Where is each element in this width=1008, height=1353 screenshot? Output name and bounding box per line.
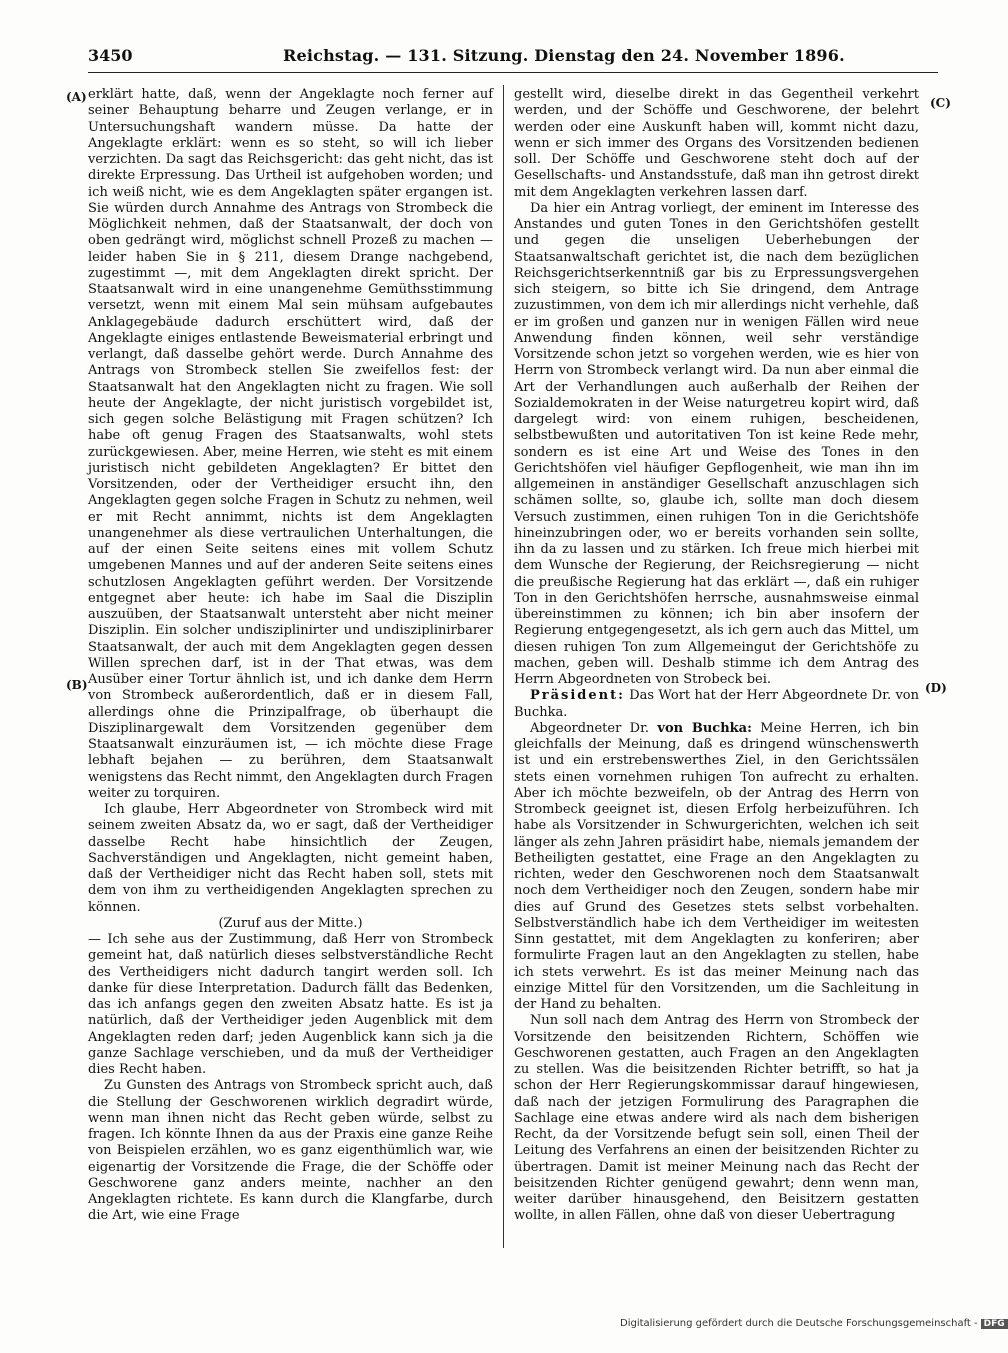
speaker-paragraph bbox=[514, 688, 919, 721]
margin-mark-b: (B) bbox=[66, 678, 88, 692]
footer-text: Digitalisierung gefördert durch die Deutsche Forschungsgemeinschaft - bbox=[620, 1318, 978, 1329]
paragraph: — Ich sehe aus der Zustimmung, daß Herr von Strombeck gemeint hat, daß natürlich dieses selbstverständliche Recht des Vertheidigers nicht dadurch tangirt werden soll. Ich danke für diese Interpretation. Dadurch fällt das Bedenken, das ich anfangs gegen den zweiten Absatz hatte. Es ist ja natürlich, daß der Vertheidiger jeden Augenblick mit dem Angeklagten reden darf; jeden Augenblick kann sich ja die ganze Sachlage verschieben, und da muß der Vertheidiger dies Recht haben. bbox=[88, 932, 493, 1077]
running-title: Reichstag. — 131. Sitzung. Dienstag den 24. November 1896. bbox=[283, 46, 845, 65]
header-rule bbox=[88, 72, 938, 73]
paragraph: erklärt hatte, daß, wenn der Angeklagte noch ferner auf seiner Behauptung beharre und Zeugen verlange, er in Untersuchungshaft wandern müsse. Da hatte der Angeklagte erklärt: wenn es so steht, so will ich lieber verzichten. Da sagt das Reichsgericht: das geht nicht, das ist direkte Erpressung. Das Urtheil ist aufgehoben worden; und ich weiß nicht, wie es dem Angeklagten später ergangen ist. Sie würden durch Annahme des Antrags von Strombeck die Möglichkeit nehmen, daß der Staatsanwalt, der doch von oben gedrängt wird, möglichst schnell Prozeß zu machen — leider haben Sie in § 211, diesem Drange nachgebend, zugestimmt —, mit dem Angeklagten direkt spricht. Der Staatsanwalt wird in eine unangenehme Gemüthsstimmung versetzt, wenn mit einem Mal sein mühsam aufgebautes Anklagegebäude dadurch erschüttert wird, daß der Angeklagte einiges entlastende Beweismaterial erbringt und verlangt, daß dasselbe gehört werde. Durch Annahme des Antrags von Strombeck stellen Sie zweifellos fest: der Staatsanwalt hat den Angeklagten nicht zu fragen. Wie soll heute der Angeklagte, der nicht juristisch vorgebildet ist, sich gegen solche Belästigung mit Fragen schützen? Ich habe oft genug Fragen des Staatsanwalts, wohl stets zurückgewiesen. Aber, meine Herren, wie steht es mit einem juristisch nicht gebildeten Angeklagten? Er bittet den Vorsitzenden, oder der Vertheidiger ersucht ihn, den Angeklagten gegen solche Fragen in Schutz zu nehmen, weil er mit Recht annimmt, nichts ist dem Angeklagten unangenehmer als diese vertraulichen Unterhaltungen, die auf der einen Seite seitens eines mit vollem Schutz umgebenen Mannes und auf der anderen Seite seitens eines schutzlosen Angeklagten geführt werden. Der Vorsitzende entgegnet aber heute: ich habe im Saal die Disziplin auszuüben, der Staatsanwalt untersteht aber nicht meiner Disziplin. Ein solcher undisziplinirter und undisziplinirbarer Staatsanwalt, der auch mit dem Angeklagten gegen dessen Willen sprechen darf, ist in der That etwas, was dem Ausüber einer Tortur ähnlich ist, und ich danke dem Herrn von Strombeck außerordentlich, daß er in diesem Fall, allerdings ohne die Prinzipalfrage, ob überhaupt die Disziplinargewalt dem Vorsitzenden gegenüber dem Staatsanwalt einzuräumen ist, — ich möchte diese Frage lebhaft bejahen — zu berühren, dem Staatsanwalt wenigstens das Recht nimmt, den Angeklagten durch Fragen weiter zu torquiren. bbox=[88, 87, 493, 801]
speaker-intro: Abgeordneter Dr. bbox=[530, 720, 650, 736]
margin-mark-c: (C) bbox=[930, 96, 951, 110]
page-number: 3450 bbox=[88, 46, 133, 65]
running-header bbox=[88, 46, 938, 68]
speaker-text: Meine Herren, ich bin gleichfalls der Meinung, daß es dringend wünschenswerth ist und ein erstrebenswerthes Ziel, in den Gerichtssälen stets einen vornehmen ruhigen Ton aufrecht zu erhalten. Aber ich möchte bezweifeln, ob der Antrag des Herrn von Strombeck geeignet ist, diesen Erfolg herbeizuführen. Ich habe als Vorsitzender in Schwurgerichten, welchen ich seit länger als zehn Jahren präsidirt habe, niemals jemandem der Betheiligten gestattet, eine Frage an den Angeklagten zu richten, weder den Geschworenen noch dem Staatsanwalt noch dem Vertheidiger noch den Zeugen, sondern habe mir dies auf Grund des Gesetzes stets selbst vorbehalten. Selbstverständlich habe ich dem Vertheidiger im weitesten Sinn gestattet, mit dem Angeklagten zu konferiren; aber formulirte Fragen laut an den Angeklagten zu stellen, habe ich stets verwehrt. Es ist das meiner Meinung nach das einzige Mittel für den Vorsitzenden, um die Sachleitung in der Hand zu behalten. bbox=[514, 720, 919, 1012]
speaker-text: Das Wort hat der Herr Abgeordnete Dr. von Buchka. bbox=[514, 688, 919, 720]
margin-mark-d: (D) bbox=[925, 681, 947, 695]
speaker-paragraph bbox=[514, 721, 919, 1014]
margin-mark-a: (A) bbox=[66, 90, 87, 104]
interjection: (Zuruf aus der Mitte.) bbox=[218, 915, 363, 931]
paragraph: Nun soll nach dem Antrag des Herrn von Strombeck der Vorsitzende den beisitzenden Richtern, Schöffen wie Geschworenen gestatten, auch Fragen an den Angeklagten zu stellen. Was die beisitzenden Richter betrifft, so hat ja schon der Herr Regierungskommissar darauf hingewiesen, daß nach der jetzigen Formulirung des Paragraphen die Sachlage eine etwas andere wird als nach dem bisherigen Recht, da der Vorsitzende befugt sein soll, einen Theil der Leitung des Verfahrens an einen der beisitzenden Richter zu übertragen. Damit ist meiner Meinung nach das Recht der beisitzenden Richter genügend gewahrt; denn wenn man, weiter darüber hinausgehend, den Beisitzern gestatten wollte, in allen Fällen, ohne daß von dieser Uebertragung bbox=[514, 1013, 919, 1224]
footer-credit bbox=[620, 1318, 1008, 1329]
right-column bbox=[514, 87, 919, 1225]
speaker-name: Präsident: bbox=[530, 688, 625, 704]
speaker-name: von Buchka: bbox=[657, 720, 752, 736]
dfg-logo: DFG bbox=[981, 1319, 1008, 1329]
paragraph: Ich glaube, Herr Abgeordneter von Strombeck wird mit seinem zweiten Absatz da, wo er sagt, daß der Vertheidiger dasselbe Recht habe hinsichtlich der Zeugen, Sachverständigen und Angeklagten, nicht gemeint haben, daß der Vertheidiger nicht das Recht haben soll, stets mit dem von ihm zu vertheidigenden Angeklagten sprechen zu können. bbox=[88, 802, 493, 915]
paragraph: Zu Gunsten des Antrags von Strombeck spricht auch, daß die Stellung der Geschworenen wirklich degradirt würde, wenn man ihnen nicht das Recht geben würde, selbst zu fragen. Ich könnte Ihnen da aus der Praxis eine ganze Reihe von Beispielen erzählen, wo es ganz eigenthümlich war, wie eigenartig der Vorsitzende die Frage, die der Schöffe oder Geschworene ganz anders meinte, nachher an den Angeklagten richtete. Es kann durch die Klangfarbe, durch die Art, wie eine Frage bbox=[88, 1078, 493, 1224]
column-divider bbox=[503, 85, 504, 1248]
paragraph: Da hier ein Antrag vorliegt, der eminent im Interesse des Anstandes und guten Tones in den Gerichtshöfen gestellt und gegen die unseligen Ueberhebungen der Staatsanwaltschaft gerichtet ist, die nach dem bezüglichen Reichsgerichtserkenntniß gar bis zu Erpressungsvergehen sich steigern, so bitte ich Sie dringend, dem Antrage zuzustimmen, von dem ich mir allerdings nicht verhehle, daß er im großen und ganzen nur in wenigen Fällen wird neue Anwendung finden können, weil sehr verständige Vorsitzende schon jetzt so vorgehen werden, wie es hier von Herrn von Strombeck verlangt wird. Da nun aber einmal die Art der Verhandlungen auch außerhalb der Reihen der Sozialdemokraten in der Weise naturgetreu kopirt wird, daß dargelegt wird: von einem ruhigen, bescheidenen, selbstbewußten und autoritativen Ton ist keine Rede mehr, sondern es ist eine Art und Weise des Tones in den Gerichtshöfen viel häufiger Gepflogenheit, wie man ihn im allgemeinen in anständiger Gesellschaft anzuschlagen sich schämen sollte, so, glaube ich, sollte man doch diesem Versuch zustimmen, einen ruhigen Ton in die Gerichtshöfe hineinzubringen oder, wo er bereits vorhanden sein sollte, ihn da zu lassen und zu stärken. Ich freue mich hierbei mit dem Wunsche der Regierung, der Reichsregierung — nicht die preußische Regierung hat das erklärt —, daß ein ruhiger Ton in den Gerichtshöfen herrsche, ausnahmsweise einmal übereinstimmen zu können; ich bin aber insofern der Regierung entgegengesetzt, als ich gern auch das Mittel, um diesen ruhigen Ton zum Allgemeingut der Gerichtshöfe zu machen, geben will. Deshalb stimme ich dem Antrag des Herrn Abgeordneten von Strobeck bei. bbox=[514, 200, 919, 687]
paragraph: gestellt wird, dieselbe direkt in das Gegentheil verkehrt werden, und der Schöffe und Geschworene, der belehrt werden oder eine Auskunft haben will, kommt nicht dazu, wenn er sich immer des Organs des Vorsitzenden bedienen soll. Der Schöffe und Geschworene steht doch auf der Gesellschafts- und Anstandsstufe, daß man ihn getrost direkt mit dem Angeklagten verkehren lassen darf. bbox=[514, 87, 919, 200]
left-column bbox=[88, 87, 493, 1225]
